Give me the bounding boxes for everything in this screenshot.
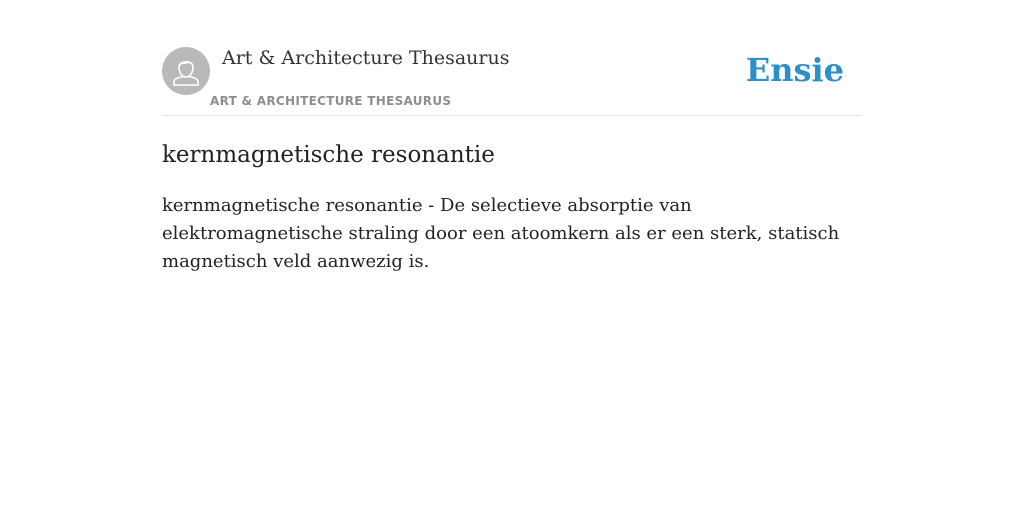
author-name[interactable]: Art & Architecture Thesaurus [222, 47, 510, 69]
brand-logo[interactable]: Ensie [745, 51, 844, 89]
author-avatar[interactable] [162, 47, 210, 95]
entry-title: kernmagnetische resonantie [162, 142, 495, 168]
entry-definition: kernmagnetische resonantie - De selectieve absorptie van elektromagnetische straling door een atoomkern als er een sterk, statisch magnetisch veld aanwezig is. [162, 195, 840, 272]
user-avatar-icon [162, 47, 210, 95]
author-subtitle: ART & ARCHITECTURE THESAURUS [210, 94, 452, 108]
header [162, 0, 862, 116]
